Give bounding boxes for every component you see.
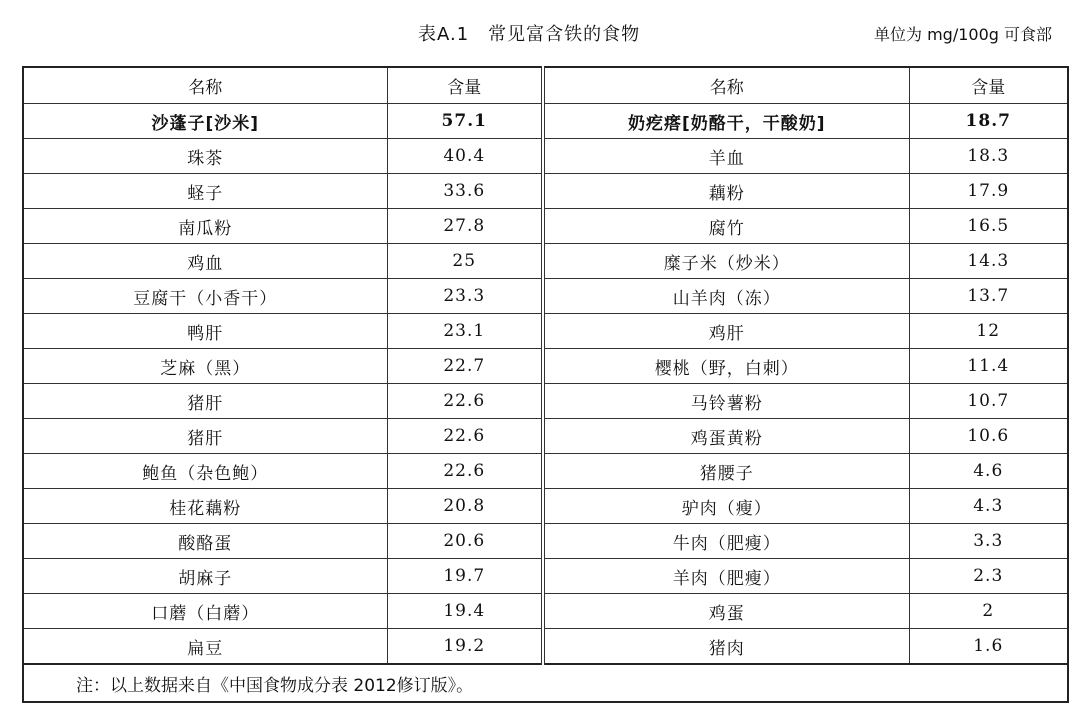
right-value-cell: 12 bbox=[909, 314, 1068, 349]
table-row bbox=[23, 174, 1068, 209]
left-name-cell: 芝麻（黑） bbox=[23, 349, 387, 384]
header-name-right: 名称 bbox=[543, 67, 909, 104]
left-name-cell: 蛏子 bbox=[23, 174, 387, 209]
right-value-cell: 4.6 bbox=[909, 454, 1068, 489]
table-row bbox=[23, 209, 1068, 244]
left-name-cell: 猪肝 bbox=[23, 419, 387, 454]
right-value-cell: 3.3 bbox=[909, 524, 1068, 559]
left-value-cell: 22.6 bbox=[387, 454, 543, 489]
left-value-cell: 33.6 bbox=[387, 174, 543, 209]
left-name-cell: 鲍鱼（杂色鲍） bbox=[23, 454, 387, 489]
left-name-cell: 珠茶 bbox=[23, 139, 387, 174]
table-row bbox=[23, 384, 1068, 419]
left-value-cell: 23.3 bbox=[387, 279, 543, 314]
right-name-cell: 牛肉（肥瘦） bbox=[543, 524, 909, 559]
right-name-cell: 鸡肝 bbox=[543, 314, 909, 349]
left-value-cell: 19.7 bbox=[387, 559, 543, 594]
right-name-cell: 山羊肉（冻） bbox=[543, 279, 909, 314]
left-value-cell: 19.2 bbox=[387, 629, 543, 665]
left-value-cell: 27.8 bbox=[387, 209, 543, 244]
table-row bbox=[23, 419, 1068, 454]
right-value-cell: 17.9 bbox=[909, 174, 1068, 209]
right-value-cell: 18.7 bbox=[909, 104, 1068, 139]
right-value-cell: 1.6 bbox=[909, 629, 1068, 665]
right-name-cell: 羊肉（肥瘦） bbox=[543, 559, 909, 594]
right-name-cell: 藕粉 bbox=[543, 174, 909, 209]
right-value-cell: 14.3 bbox=[909, 244, 1068, 279]
right-name-cell: 糜子米（炒米） bbox=[543, 244, 909, 279]
right-name-cell: 樱桃（野，白刺） bbox=[543, 349, 909, 384]
right-name-cell: 马铃薯粉 bbox=[543, 384, 909, 419]
table-row bbox=[23, 594, 1068, 629]
table-caption bbox=[0, 18, 1080, 48]
header-amount-right: 含量 bbox=[909, 67, 1068, 104]
right-name-cell: 驴肉（瘦） bbox=[543, 489, 909, 524]
right-value-cell: 13.7 bbox=[909, 279, 1068, 314]
table-row bbox=[23, 454, 1068, 489]
table-row bbox=[23, 104, 1068, 139]
table-row bbox=[23, 139, 1068, 174]
left-name-cell: 胡麻子 bbox=[23, 559, 387, 594]
right-value-cell: 11.4 bbox=[909, 349, 1068, 384]
unit-label: 单位为 mg/100g 可食部 bbox=[873, 25, 1052, 44]
left-name-cell: 口蘑（白蘑） bbox=[23, 594, 387, 629]
right-value-cell: 2 bbox=[909, 594, 1068, 629]
table-row bbox=[23, 314, 1068, 349]
table-body bbox=[23, 104, 1068, 665]
left-value-cell: 20.8 bbox=[387, 489, 543, 524]
header-amount-left: 含量 bbox=[387, 67, 543, 104]
table-row bbox=[23, 489, 1068, 524]
left-name-cell: 南瓜粉 bbox=[23, 209, 387, 244]
left-value-cell: 22.6 bbox=[387, 419, 543, 454]
left-name-cell: 沙蓬子[沙米] bbox=[23, 104, 387, 139]
left-name-cell: 鸭肝 bbox=[23, 314, 387, 349]
table-title: 表A.1 常见富含铁的食物 bbox=[418, 24, 641, 45]
table-row bbox=[23, 349, 1068, 384]
right-name-cell: 鸡蛋黄粉 bbox=[543, 419, 909, 454]
left-name-cell: 酸酪蛋 bbox=[23, 524, 387, 559]
right-name-cell: 奶疙瘩[奶酪干，干酸奶] bbox=[543, 104, 909, 139]
right-value-cell: 18.3 bbox=[909, 139, 1068, 174]
table-row bbox=[23, 279, 1068, 314]
left-value-cell: 57.1 bbox=[387, 104, 543, 139]
left-name-cell: 猪肝 bbox=[23, 384, 387, 419]
table-row bbox=[23, 629, 1068, 665]
right-name-cell: 羊血 bbox=[543, 139, 909, 174]
left-name-cell: 扁豆 bbox=[23, 629, 387, 665]
left-value-cell: 25 bbox=[387, 244, 543, 279]
header-name-left: 名称 bbox=[23, 67, 387, 104]
right-value-cell: 16.5 bbox=[909, 209, 1068, 244]
right-value-cell: 10.6 bbox=[909, 419, 1068, 454]
left-value-cell: 22.6 bbox=[387, 384, 543, 419]
left-value-cell: 40.4 bbox=[387, 139, 543, 174]
left-value-cell: 19.4 bbox=[387, 594, 543, 629]
left-value-cell: 22.7 bbox=[387, 349, 543, 384]
right-value-cell: 4.3 bbox=[909, 489, 1068, 524]
right-name-cell: 猪肉 bbox=[543, 629, 909, 665]
left-value-cell: 23.1 bbox=[387, 314, 543, 349]
right-value-cell: 10.7 bbox=[909, 384, 1068, 419]
iron-food-table bbox=[22, 66, 1069, 703]
table-row bbox=[23, 524, 1068, 559]
right-name-cell: 腐竹 bbox=[543, 209, 909, 244]
left-name-cell: 桂花藕粉 bbox=[23, 489, 387, 524]
left-value-cell: 20.6 bbox=[387, 524, 543, 559]
left-name-cell: 豆腐干（小香干） bbox=[23, 279, 387, 314]
table-note: 注：以上数据来自《中国食物成分表 2012修订版》。 bbox=[23, 664, 1068, 702]
left-name-cell: 鸡血 bbox=[23, 244, 387, 279]
right-name-cell: 猪腰子 bbox=[543, 454, 909, 489]
table-note-row bbox=[23, 664, 1068, 702]
table-header-row bbox=[23, 67, 1068, 104]
right-name-cell: 鸡蛋 bbox=[543, 594, 909, 629]
right-value-cell: 2.3 bbox=[909, 559, 1068, 594]
table-row bbox=[23, 244, 1068, 279]
table-row bbox=[23, 559, 1068, 594]
